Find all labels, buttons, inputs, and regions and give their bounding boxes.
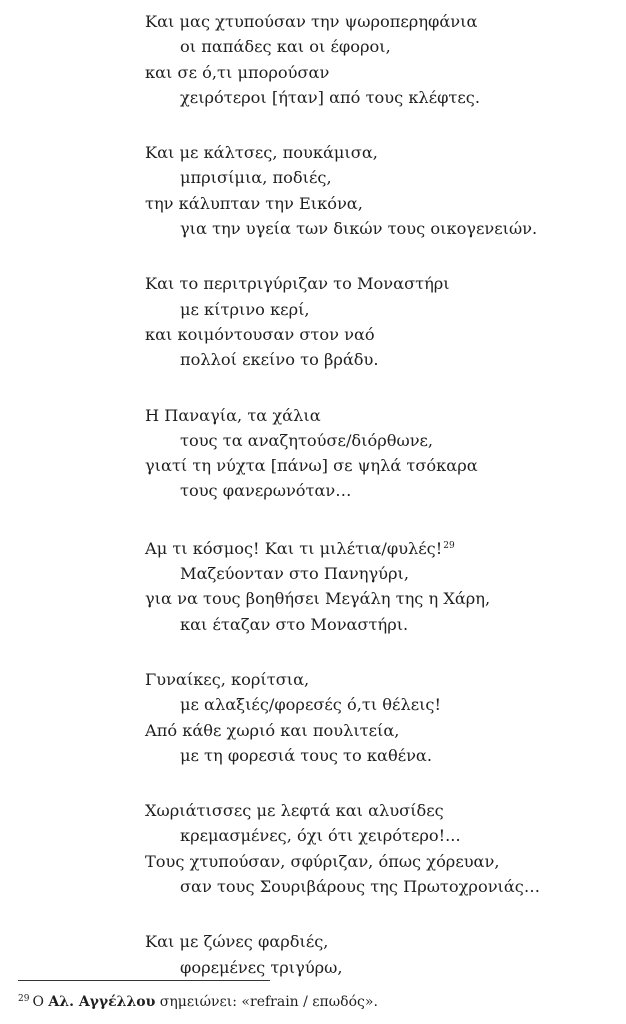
poem-line — [145, 955, 615, 980]
poem-line-text: και σε ό,τι μπορούσαν — [145, 62, 330, 82]
poem-line-text: για να τους βοηθήσει Μεγάλη της η Χάρη, — [145, 589, 491, 609]
poem-line-text: μπρισίμια, ποδιές, — [180, 168, 332, 188]
poem-line-text: πολλοί εκείνο το βράδυ. — [180, 350, 379, 370]
poem-line — [145, 612, 615, 637]
poem-line-text: τους φανερωνόταν… — [180, 481, 352, 501]
poem-line-text: Μαζεύονταν στο Πανηγύρι, — [180, 564, 409, 584]
poem-line — [145, 347, 615, 372]
poem-line — [145, 929, 615, 954]
poem-line — [145, 9, 615, 34]
poem-line-text: και έταζαν στο Μοναστήρι. — [180, 614, 409, 634]
poem-line — [145, 428, 615, 453]
poem-line — [145, 271, 615, 296]
poem-line-text: με κίτρινο κερί, — [180, 299, 310, 319]
poem-line-text: τους τα αναζητούσε/διόρθωνε, — [180, 430, 434, 450]
poem-line-text: φορεμένες τριγύρω, — [180, 957, 343, 977]
poem-line — [145, 85, 615, 110]
poem-line — [145, 453, 615, 478]
poem-line-text: με τη φορεσιά τους το καθένα. — [180, 745, 433, 765]
poem-line-text: οι παπάδες και οι έφοροι, — [180, 37, 391, 57]
poem-line — [145, 322, 615, 347]
stanza — [145, 667, 615, 768]
poem-line — [145, 140, 615, 165]
poem-line-text: χειρότεροι [ήταν] από τους κλέφτες. — [180, 87, 480, 107]
poem-line — [145, 586, 615, 611]
poem-line — [145, 534, 615, 561]
stanza — [145, 798, 615, 899]
footnote-text: σημειώνει: «refrain / επωδός». — [155, 994, 378, 1010]
poem-line-text: Η Παναγία, τα χάλια — [145, 405, 321, 425]
poem-line — [145, 798, 615, 823]
poem-line — [145, 718, 615, 743]
poem-line-text: κρεμασμένες, όχι ότι χειρότερο!... — [180, 826, 461, 846]
poem-line-text: γιατί τη νύχτα [πάνω] σε ψηλά τσόκαρα — [145, 456, 478, 476]
stanza — [145, 403, 615, 504]
poem-line — [145, 692, 615, 717]
stanza — [145, 534, 615, 637]
footnote-divider — [18, 980, 270, 981]
poem-line — [145, 34, 615, 59]
poem-line-text: Χωριάτισσες με λεφτά και αλυσίδες — [145, 801, 444, 821]
footnote-prefix: Ο — [32, 994, 49, 1010]
stanza — [145, 929, 615, 980]
poem-line — [145, 191, 615, 216]
poem — [145, 9, 615, 1010]
poem-line — [145, 874, 615, 899]
poem-line — [145, 849, 615, 874]
poem-line-text: Και μας χτυπούσαν την ψωροπερηφάνια — [145, 12, 478, 31]
poem-line — [145, 667, 615, 692]
poem-line-text: για την υγεία των δικών τους οικογενειών. — [180, 219, 538, 239]
stanza — [145, 271, 615, 372]
poem-line-text: με αλαξιές/φορεσές ό,τι θέλεις! — [180, 695, 442, 715]
poem-line — [145, 165, 615, 190]
poem-line-text: Τους χτυπούσαν, σφύριζαν, όπως χόρευαν, — [145, 851, 500, 871]
poem-line-text: Και με κάλτσες, πουκάμισα, — [145, 143, 378, 163]
stanza — [145, 9, 615, 110]
poem-line-text: Γυναίκες, κορίτσια, — [145, 669, 310, 689]
footnote — [18, 989, 618, 1012]
poem-line — [145, 60, 615, 85]
stanza — [145, 140, 615, 241]
poem-line-text: Και με ζώνες φαρδιές, — [145, 932, 329, 952]
poem-line — [145, 743, 615, 768]
poem-line-text: Και το περιτριγύριζαν το Μοναστήρι — [145, 274, 450, 294]
poem-line — [145, 297, 615, 322]
poem-line — [145, 478, 615, 503]
poem-line-text: Αμ τι κόσμος! Και τι μιλέτια/φυλές! — [145, 538, 443, 558]
poem-line-text: και κοιμόντουσαν στον ναό — [145, 324, 375, 344]
footnote-author: Αλ. Αγγέλλου — [48, 994, 156, 1010]
poem-line — [145, 403, 615, 428]
poem-line — [145, 823, 615, 848]
footnote-reference[interactable]: 29 — [443, 540, 455, 551]
poem-line — [145, 561, 615, 586]
poem-line-text: σαν τους Σουριβάρους της Πρωτοχρονιάς… — [180, 877, 541, 897]
poem-line-text: την κάλυπταν την Εικόνα, — [145, 193, 363, 213]
footnote-number: 29 — [18, 994, 30, 1004]
poem-line — [145, 216, 615, 241]
poem-line-text: Από κάθε χωριό και πουλιτεία, — [145, 720, 400, 740]
